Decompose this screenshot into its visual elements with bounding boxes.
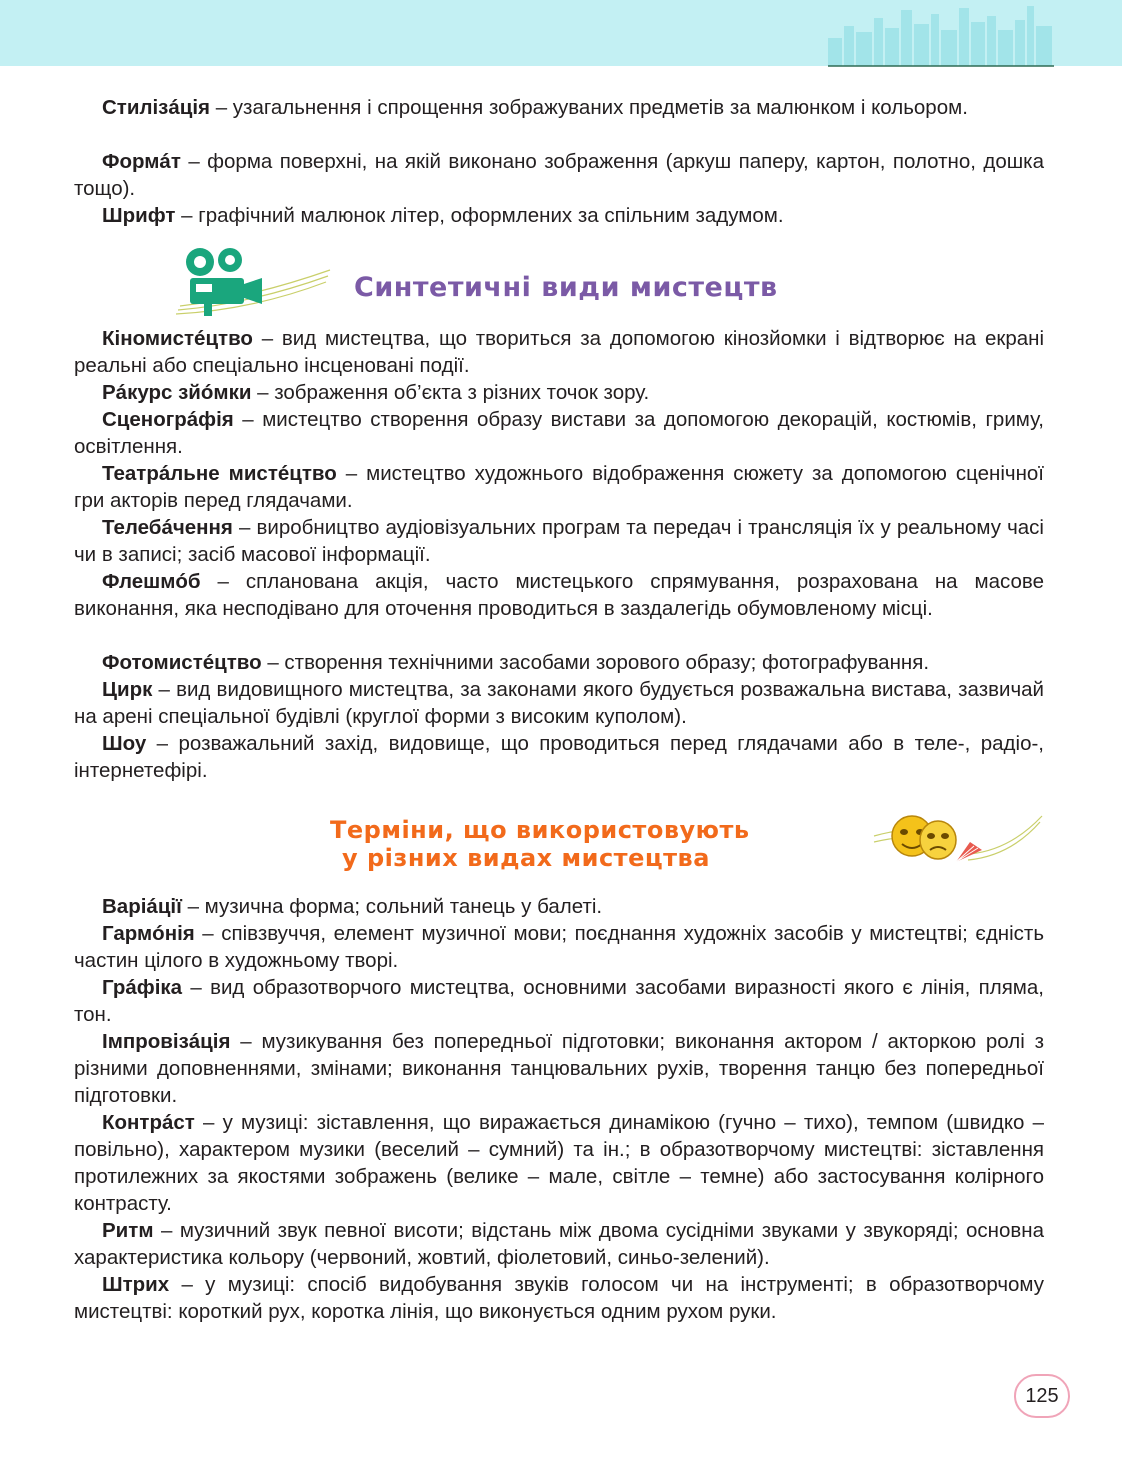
city-skyline-icon [828,0,1054,68]
definition-entry [74,514,1044,568]
definition-entry [74,568,1044,622]
definition-entry [74,379,1044,406]
section-title-line1: Терміни, що використовують [330,816,750,844]
definition-entry [74,1028,1044,1109]
definition-entry [74,460,1044,514]
term: Грáфіка [102,976,183,999]
term: Театрáльне мистéцтво [102,462,337,485]
section-title-line2: у різних видах мистецтва [342,844,710,872]
film-camera-icon [160,240,335,320]
term: Контрáст [102,1111,195,1134]
definition: – співзвуччя, елемент музичної мови; поєднання художніх засобів у мистецтві; єдність частин цілого в художньому творі. [74,922,1044,972]
term: Ритм [102,1219,154,1242]
definition-entry [74,202,1044,229]
definition-entry [74,1271,1044,1325]
term: Формáт [102,150,181,173]
term: Імпровізáція [102,1030,231,1053]
term: Кіномистéцтво [102,327,253,350]
definition: – вид видовищного мистецтва, за законами якого будується розважальна вистава, зазвичай на арені спеціальної будівлі (круглої форми з високим куполом). [74,678,1044,728]
definition: – форма поверхні, на якій виконано зображення (аркуш паперу, картон, полотно, дошка тощо). [74,150,1044,200]
term: Флешмóб [102,570,201,593]
term: Сценогрáфія [102,408,234,431]
term: Телебáчення [102,516,233,539]
definition: – мистецтво художнього відображення сюжету за допомогою сценічної гри акторів перед глядачами. [74,462,1045,512]
definition-entry [74,920,1044,974]
term: Фотомистéцтво [102,651,262,674]
definition-entry [74,893,1044,920]
definition-entry [74,325,1044,379]
definition-entry [74,730,1044,784]
definition: – графічний малюнок літер, оформлених за спільним задумом. [175,204,784,227]
definition-entry [74,1217,1044,1271]
definition-entry [74,649,1044,676]
definition-entry [74,1109,1044,1217]
term: Стилізáція [102,96,211,119]
definition: – узагальнення і спрощення зображуваних предметів за малюнком і кольором. [210,96,968,119]
definition: – мистецтво створення образу вистави за допомогою декорацій, костюмів, гриму, освітлення. [74,408,1044,458]
definition: – музичний звук певної висоти; відстань між двома сусідніми звуками у звукоряді; основна характеристика кольору (червоний, жовтий, фіолетовий, синьо-зелений). [74,1219,1044,1269]
definition-entry [74,974,1044,1028]
definition: – зображення об’єкта з різних точок зору. [251,381,650,404]
definition: – у музиці: спосіб видобування звуків голосом чи на інструменті; в образотворчому мистецтві: короткий рух, коротка лінія, що виконується одним рухом руки. [74,1273,1044,1323]
term: Варіáції [102,895,182,918]
definition-entry [74,148,1044,202]
definition-entry [74,406,1044,460]
definition: – виробництво аудіовізуальних програм та передач і трансляція їх у реальному часі чи в записі; засіб масової інформації. [74,516,1044,566]
term: Гармóнія [102,922,195,945]
term: Рáкурс зйóмки [102,381,252,404]
definition: – розважальний захід, видовище, що проводиться перед глядачами або в теле-, радіо-, інтернетефірі. [74,732,1044,782]
definition: – у музиці: зіставлення, що виражається динамікою (гучно – тихо), темпом (швидко – повільно), характером музики (веселий – сумний) та ін.; в образотворчому мистецтві: зіставлення протилежних за якостями зображень (велике – мале, світле – темне) або застосування колірного контрасту. [74,1111,1044,1215]
definition: – музикування без попередньої підготовки; виконання актором / акторкою ролі з різними доповненнями, змінами; виконання танцювальних рухів, творення танцю без попередньої підготовки. [74,1030,1044,1107]
definition: – спланована акція, часто мистецького спрямування, розрахована на масове виконання, яка несподівано для оточення проводиться в заздалегідь обумовленому місці. [74,570,1044,620]
definition: – вид мистецтва, що твориться за допомогою кінозйомки і відтворює на екрані реальні або спеціально інсценовані події. [74,327,1044,377]
definition-entry [74,94,1044,121]
definition: – створення технічними засобами зорового образу; фотографування. [261,651,930,674]
term: Шрифт [102,204,176,227]
term: Шоу [102,732,147,755]
definition-entry [74,676,1044,730]
theatre-masks-icon [870,806,1046,872]
term: Цирк [102,678,153,701]
section-title: Синтетичні види мистецтв [354,272,778,303]
term: Штрих [102,1273,170,1296]
definition: – вид образотворчого мистецтва, основними засобами виразності якого є лінія, пляма, тон. [74,976,1044,1026]
page-number: 125 [1014,1374,1070,1418]
definition: – музична форма; сольний танець у балеті. [181,895,603,918]
